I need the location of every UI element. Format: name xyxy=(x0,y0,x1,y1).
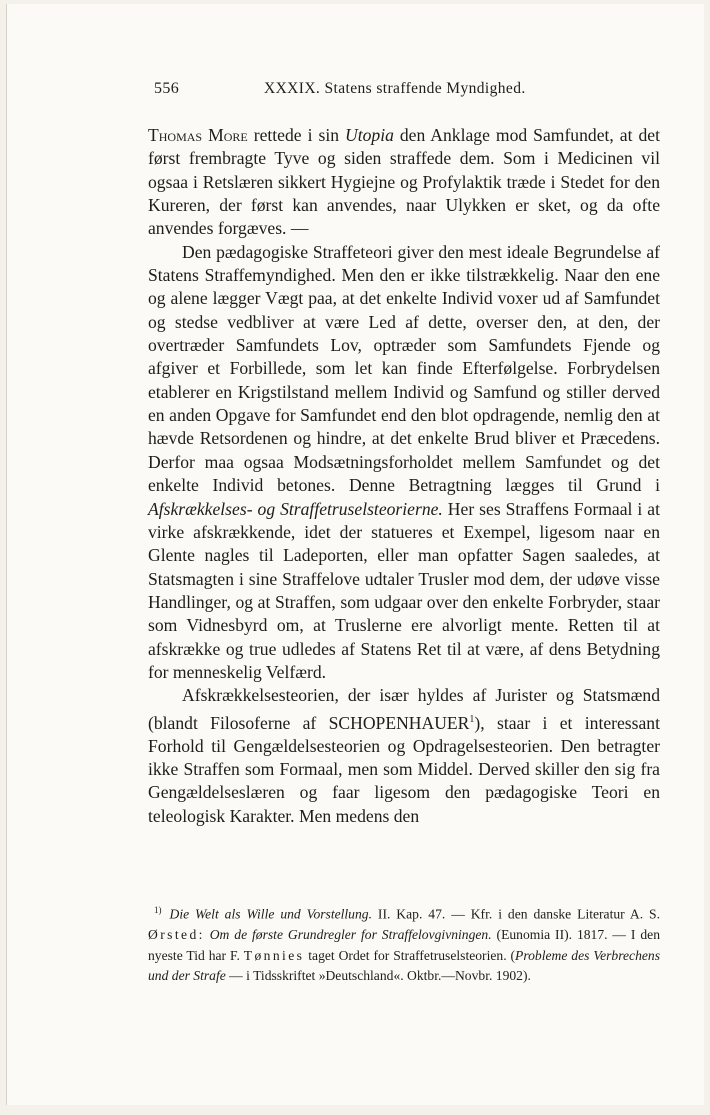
page-header xyxy=(154,80,604,98)
running-head: XXXIX. Statens straffende Myndighed. xyxy=(264,80,526,97)
paragraph-2 xyxy=(148,241,660,685)
p3-text-a: Afskrækkelsesteorien, der især hyldes af Jurister og Statsmænd (blandt Filosoferne af xyxy=(148,685,660,733)
footnote-title-1: Die Welt als Wille und Vorstellung. xyxy=(169,906,372,922)
footnote-text-a: II. Kap. 47. — Kfr. i den danske Literatur A. S. xyxy=(371,906,660,922)
work-title-utopia: Utopia xyxy=(345,125,394,145)
footnote xyxy=(148,900,660,987)
p1-text-a: rettede i sin xyxy=(247,125,345,145)
p1-text-b: den Anklage mod Samfundet, at det først frembragte Tyve og siden straffede dem. Som i Medicinen vil ogsaa i Retslæren sikkert Hygiejne og Profylaktik træde i Stedet for den Kureren, der først kan anvendes, naar Ulykken er sket, og da ofte anvendes forgæves. — xyxy=(148,125,660,239)
footnote-author-tonnies: Tønnies xyxy=(243,947,305,963)
footnote-title-2: Om de første Grundregler for Straffelovgivningen. xyxy=(209,927,492,943)
philosopher-name: SCHOPENHAUER xyxy=(328,712,470,733)
p2-text-b: Her ses Straffens Formaal i at virke afskrækkende, idet der statueres et Exempel, ligesom naar en Glente nagles til Ladeporten, eller man opfatter Sagen saaledes, at Statsmagten i sine Straffelove udtaler Trusler mod dem, der udøve visse Handlinger, og at Straffen, som udgaar over den enkelte Forbryder, staar som Vidnesbyrd om, at Truslerne ere alvorligt mente. Retten til at afskrække og true udledes af Statens Ret til at være, af dens Betydning for menneskelig Velfærd. xyxy=(148,498,660,682)
footnote-text-c: taget Ordet for Straffetruselsteorien. ( xyxy=(304,947,516,963)
footnote-author-orsted: Ørsted: xyxy=(148,927,205,943)
footnote-title-3: Probleme des Verbrechens und der Strafe xyxy=(148,947,661,984)
body-text xyxy=(148,124,660,828)
theory-name: Afskrækkelses- og Straffetruselsteorierne. xyxy=(148,498,443,519)
page-number: 556 xyxy=(154,80,180,97)
book-page xyxy=(6,4,704,1105)
footnote-text-d: — i Tidsskriftet »Deutschland«. Oktbr.—Novbr. 1902). xyxy=(225,968,531,984)
p3-text-b: ), staar i et interessant Forhold til Gengældelsesteorien og Opdragelsesteorien. Den betragter ikke Straffen som Formaal, men som Middel. Derved skiller den sig fra Gengældelseslæren og faar ligesom den pædagogiske Teori en teleologisk Karakter. Men medens den xyxy=(148,712,660,826)
footnote-reference: 1 xyxy=(469,713,475,725)
footnote-mark: 1) xyxy=(154,905,162,915)
author-name: Thomas More xyxy=(148,125,248,145)
paragraph-1 xyxy=(148,124,660,241)
p2-text-a: Den pædagogiske Straffeteori giver den mest ideale Begrundelse af Statens Straffemyndighed. Men den er ikke tilstrækkelig. Naar den ene og alene lægger Vægt paa, at det enkelte Individ voxer ud af Samfundet og stedse vedbliver at være Led af dette, overser den, at den, der overtræder Samfundets Lov, optræder som Samfundets Fjende og afgiver et Forbillede, som let kan finde Efterfølgelse. Forbrydelsen etablerer en Krigstilstand mellem Individ og Samfund og stiller derved en anden Opgave for Samfundet end den blot opdragende, nemlig den at hævde Retsordenen og hindre, at det enkelte Brud bliver et Præcedens. Derfor maa ogsaa Modsætningsforholdet mellem Samfundet og det enkelte Individ betones. Denne Betragtning lægges til Grund i xyxy=(148,241,660,496)
footnote-text-b: (Eunomia II). 1817. — I den nyeste Tid har F. xyxy=(148,927,660,963)
paragraph-3 xyxy=(148,684,660,828)
